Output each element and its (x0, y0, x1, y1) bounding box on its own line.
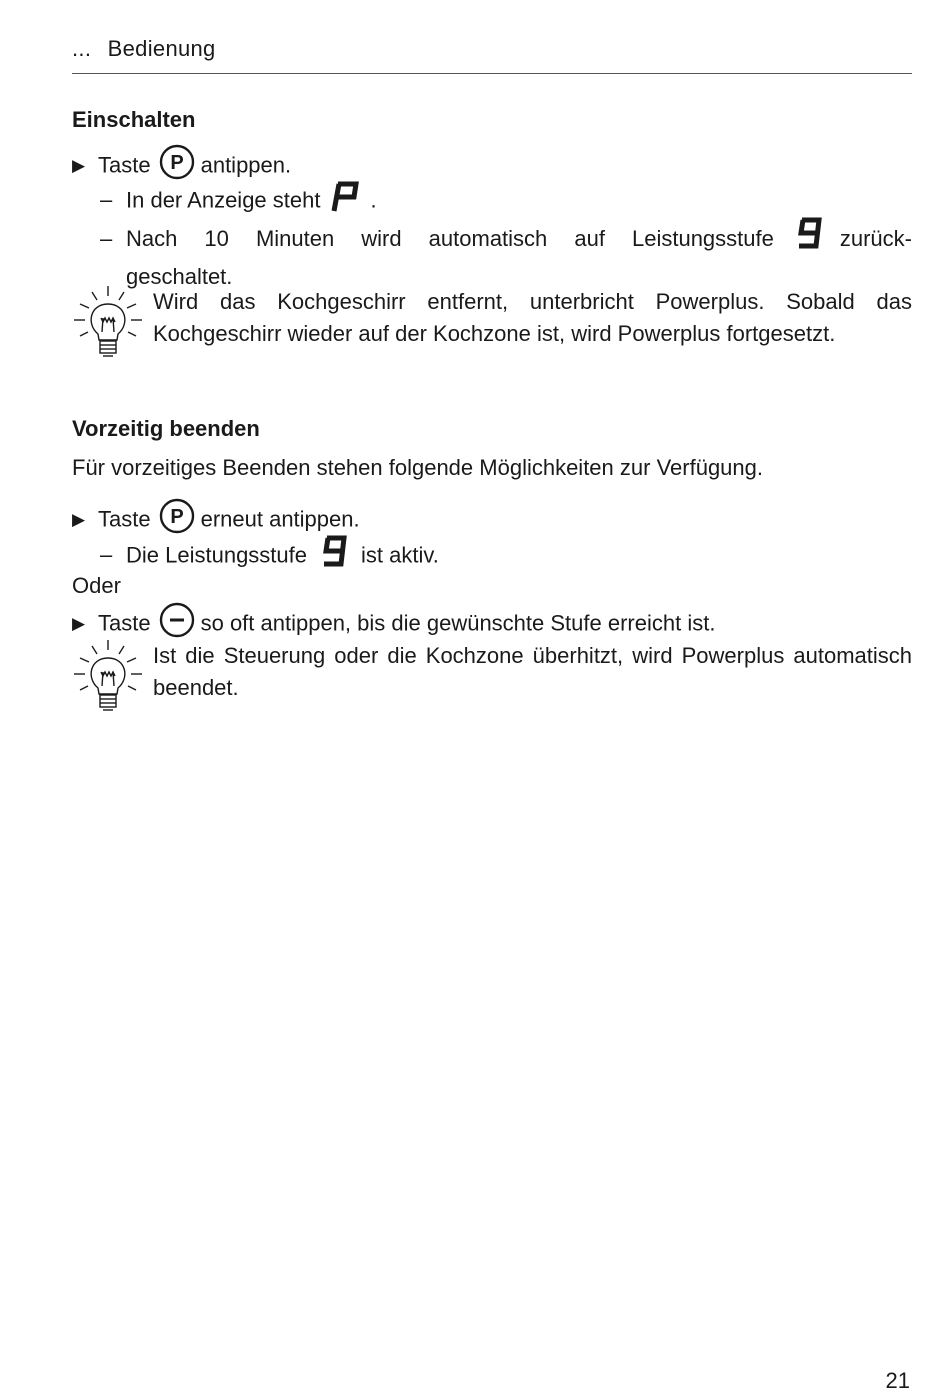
play-triangle-icon: ▶ (72, 510, 86, 530)
tip-einschalten: Wird das Kochgeschirr entfernt, unterbricht Powerplus. Sobald das Kochgeschirr wieder auf der Kochzone ist, wird Powerplus fortgesetzt. (153, 289, 912, 346)
sub-item-text: In der Anzeige steht (126, 187, 321, 213)
sub-item-anzeige: – In der Anzeige steht . (100, 180, 377, 223)
step-prefix: Taste (98, 152, 151, 178)
page-number: 21 (885, 1368, 910, 1393)
sub-item-text: Nach 10 Minuten wird automatisch auf Leistungsstufe (126, 225, 774, 251)
oder-text: Oder (72, 573, 121, 598)
step-suffix: antippen. (200, 152, 292, 178)
step-suffix: so oft antippen, bis die gewünschte Stufe erreicht ist. (200, 610, 716, 636)
header-ellipsis: ... (72, 36, 92, 61)
running-header (72, 36, 216, 62)
segment-display-9-icon (796, 216, 822, 261)
play-triangle-icon: ▶ (72, 614, 86, 634)
segment-display-9-icon (321, 534, 347, 579)
tip-vorzeitig: Ist die Steuerung oder die Kochzone überhitzt, wird Powerplus automatisch beendet. (153, 643, 912, 700)
step-prefix: Taste (98, 506, 151, 532)
sub-item-continuation: geschaltet. (126, 264, 233, 289)
sub-item-text: Die Leistungsstufe (126, 542, 307, 568)
sub-item-nach-10-minuten: – Nach 10 Minuten wird automatisch auf Leistungsstufe zurück- geschaltet. (100, 216, 912, 293)
svg-text:P: P (169, 152, 184, 174)
sub-item-leistungsstufe: – Die Leistungsstufe ist aktiv. (100, 534, 439, 579)
lightbulb-icon (72, 284, 144, 365)
step-prefix: Taste (98, 610, 151, 636)
play-triangle-icon: ▶ (72, 156, 86, 176)
step-suffix: erneut antippen. (200, 506, 360, 532)
lightbulb-icon (72, 638, 144, 719)
heading-vorzeitig-beenden: Vorzeitig beenden (72, 416, 260, 441)
svg-text:P: P (169, 506, 184, 528)
heading-einschalten: Einschalten (72, 107, 196, 132)
intro-paragraph: Für vorzeitiges Beenden stehen folgende Möglichkeiten zur Verfügung. (72, 455, 763, 480)
header-rule (72, 73, 912, 74)
header-section: Bedienung (107, 36, 216, 61)
